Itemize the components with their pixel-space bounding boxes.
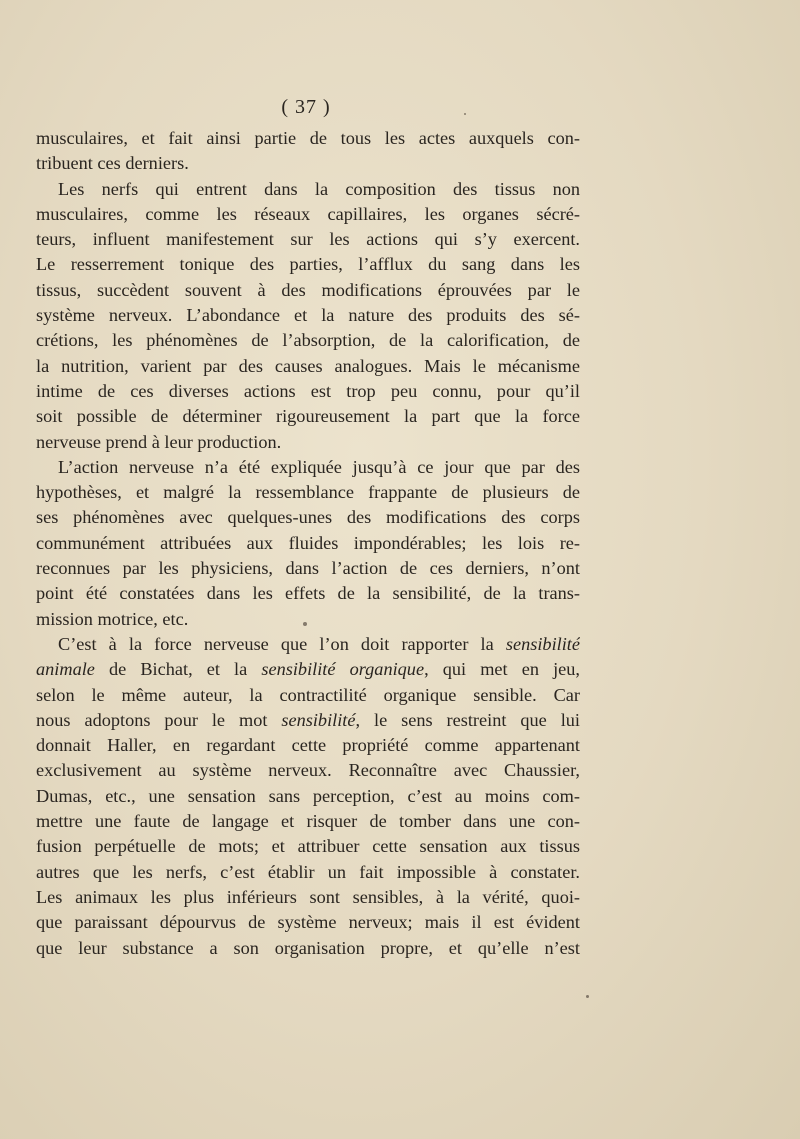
text-line: tissus, succèdent souvent à des modifications éprouvées par le <box>36 279 580 300</box>
text-line <box>36 632 580 657</box>
text-run: de Bichat, et la <box>94 659 262 680</box>
text-line: mettre une faute de langage et risquer de tomber dans une con- <box>36 811 580 832</box>
text-line: hypothèses, et malgré la ressemblance frappante de plusieurs de <box>36 482 580 503</box>
italic-term: sensibilité organique <box>261 659 425 680</box>
text-line: L’action nerveuse n’a été expliquée jusqu’à ce jour que par des <box>58 456 580 477</box>
text-line: reconnues par les physiciens, dans l’action de ces derniers, n’ont <box>36 558 580 579</box>
text-line: la nutrition, varient par des causes analogues. Mais le mécanisme <box>36 355 580 376</box>
text-line: intime de ces diverses actions est trop peu connu, pour qu’il <box>36 380 580 401</box>
page-number: ( 37 ) <box>281 96 331 118</box>
text-line: donnait Haller, en regardant cette propriété comme appartenant <box>36 735 580 756</box>
text-line <box>36 657 580 682</box>
text-line: ses phénomènes avec quelques-unes des modifications des corps <box>36 507 580 528</box>
text-run: C’est à la force nerveuse que l’on doit rapporter la <box>58 633 506 654</box>
text-line: crétions, les phénomènes de l’absorption, de la calorification, de <box>36 330 580 351</box>
text-line: soit possible de déterminer rigoureusement la part que la force <box>36 406 580 427</box>
text-line: autres que les nerfs, c’est établir un fait impossible à constater. <box>36 861 580 882</box>
italic-term: animale <box>36 659 95 680</box>
text-line <box>36 708 580 733</box>
text-line: Le resserrement tonique des parties, l’afflux du sang dans les <box>36 254 580 275</box>
text-run: nous adoptons pour le mot <box>36 709 282 730</box>
text-line: Dumas, etc., une sensation sans perception, c’est au moins com- <box>36 785 580 806</box>
text-line: système nerveux. L’abondance et la nature des produits des sé- <box>36 305 580 326</box>
text-line: nerveuse prend à leur production. <box>36 431 282 452</box>
text-line: Les nerfs qui entrent dans la composition des tissus non <box>58 178 580 199</box>
body-text <box>36 126 580 961</box>
paper-speck <box>586 995 589 998</box>
text-line: Les animaux les plus inférieurs sont sensibles, à la vérité, quoi- <box>36 886 580 907</box>
text-line: que paraissant dépourvus de système nerveux; mais il est évident <box>36 912 580 933</box>
text-line: que leur substance a son organisation propre, et qu’elle n’est <box>36 937 580 958</box>
italic-term: sensibilité <box>281 709 356 730</box>
text-line: selon le même auteur, la contractilité organique sensible. Car <box>36 684 580 705</box>
text-line: communément attribuées aux fluides impondérables; les lois re- <box>36 532 580 553</box>
text-line: fusion perpétuelle de mots; et attribuer cette sensation aux tissus <box>36 836 580 857</box>
text-line: musculaires, comme les réseaux capillaires, les organes sécré- <box>36 203 580 224</box>
paper-speck <box>303 622 307 626</box>
text-line: point été constatées dans les effets de la sensibilité, de la trans- <box>36 583 580 604</box>
text-line: musculaires, et fait ainsi partie de tous les actes auxquels con- <box>36 128 580 148</box>
text-line: exclusivement au système nerveux. Reconnaître avec Chaussier, <box>36 760 580 781</box>
text-line: mission motrice, etc. <box>36 608 189 629</box>
italic-term: sensibilité <box>505 633 580 654</box>
text-line: teurs, influent manifestement sur les actions qui s’y exercent. <box>36 229 580 250</box>
text-line: tribuent ces derniers. <box>36 153 189 174</box>
text-run: , le sens restreint que lui <box>355 709 580 730</box>
paper-speck <box>464 113 466 115</box>
text-run: , qui met en jeu, <box>424 659 580 680</box>
